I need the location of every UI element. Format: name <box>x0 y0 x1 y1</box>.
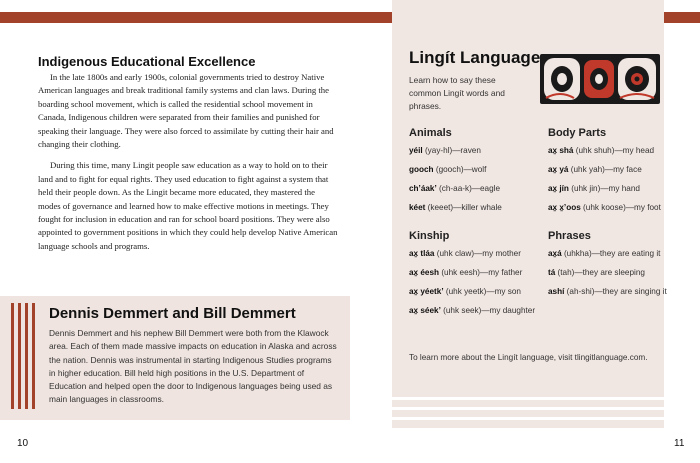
learn-more-text: To learn more about the Lingít language, visit tlingitlanguage.com. <box>409 353 648 362</box>
vocab-item: ax̱ séek’ (uhk seek)—my daughter <box>409 306 536 315</box>
left-heading: Indigenous Educational Excellence <box>38 54 256 69</box>
vocab-item: yéil (yay-hl)—raven <box>409 146 481 155</box>
section-kinship <box>409 230 554 324</box>
vocab-item: ax̱ tláa (uhk claw)—my mother <box>409 249 521 258</box>
vocab-item: ax̱ yéetk’ (uhk yeetk)—my son <box>409 287 521 296</box>
page-number-right: 11 <box>674 438 685 449</box>
callout-body: Dennis Demmert and his nephew Bill Demmert were both from the Klawock area. Each of them made massive impacts on education in Alaska and across the nation. Dennis was instrumental in starting Indigenous Studies programs in higher education. Bill held high positions in the U.S. Department of Education and helped open the door to Indigenous languages being used as main languages in classrooms. <box>49 328 337 405</box>
decorative-lines <box>392 394 664 424</box>
vocab-item: gooch (gooch)—wolf <box>409 165 487 174</box>
section-animals <box>409 127 554 221</box>
left-body-text <box>38 71 338 261</box>
section-phrases <box>548 230 693 305</box>
vocab-item: ax̱ shá (uhk shuh)—my head <box>548 146 655 155</box>
vocab-item: ashí (ah-shi)—they are singing it <box>548 287 667 296</box>
vocab-item: ax̱ éesh (uhk eesh)—my father <box>409 268 523 277</box>
left-paragraph-1: In the late 1800s and early 1900s, colonial governments tried to destroy Native American languages and break traditional family systems and clan laws. During the boarding school movement, which is called the residential school movement in Canada, Indigenous children were separated from their families and punished for speaking their language. They were also forced to assimilate by cutting their hair and changing their clothing. <box>38 72 334 150</box>
section-heading-kinship: Kinship <box>409 230 450 242</box>
vocab-item: ax̱ yá (uhk yah)—my face <box>548 165 642 174</box>
callout-title: Dennis Demmert and Bill Demmert <box>49 305 296 322</box>
section-heading-body-parts: Body Parts <box>548 127 607 139</box>
left-paragraph-2: During this time, many Lingit people saw education as a way to hold on to their land and to fight for equal rights. They used education to fight against a system that held their people down. As the Lingit became more educated, they mastered the modes of governance and learned how to make effective motions in meetings. They fought for inclusion in education and ran for school board positions. They were also appointed to government positions in which they could help develop Native American language schools and programs. <box>38 160 338 251</box>
top-accent-bar-right <box>664 12 700 23</box>
section-heading-phrases: Phrases <box>548 230 591 242</box>
section-heading-animals: Animals <box>409 127 452 139</box>
page-number-left: 10 <box>17 438 29 449</box>
vocab-item: ax̱ jín (uhk jin)—my hand <box>548 184 640 193</box>
vocab-item: kéet (keeet)—killer whale <box>409 203 502 212</box>
vocab-item: tá (tah)—they are sleeping <box>548 268 645 277</box>
section-body-parts <box>548 127 693 221</box>
lingit-title: Lingít Language <box>409 48 541 67</box>
vocab-item: ax̱á (uhkha)—they are eating it <box>548 249 661 258</box>
formline-art-icon <box>540 54 660 104</box>
lingit-intro: Learn how to say these common Lingít words and phrases. <box>409 75 505 111</box>
vocab-item: ch’áak’ (ch-aa-k)—eagle <box>409 184 501 193</box>
stripes-decoration <box>11 303 35 409</box>
top-accent-bar-left <box>0 12 392 23</box>
vocab-item: ax̱ x̱’oos (uhk koose)—my foot <box>548 203 661 212</box>
